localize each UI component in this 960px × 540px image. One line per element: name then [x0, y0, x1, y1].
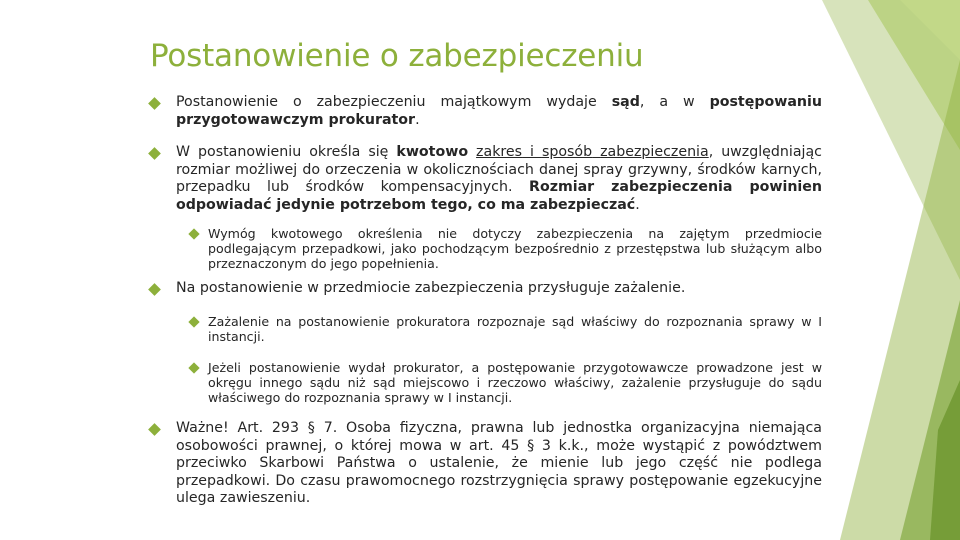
text-run: .: [415, 111, 420, 128]
diamond-bullet-icon: [188, 316, 199, 327]
underlined-run: sposób: [541, 144, 593, 160]
sub-bullet-2-1: [150, 226, 822, 272]
diamond-bullet-icon: [148, 423, 161, 436]
text-run: , a w: [639, 94, 710, 110]
slide-title: Postanowienie o zabezpieczeniu: [150, 38, 644, 74]
bullet-text: Na postanowienie w przedmiocie zabezpieczenia przysługuje zażalenie.: [176, 279, 686, 296]
bullet-3: [150, 280, 822, 298]
bullet-text: Ważne! Art. 293 § 7. Osoba fizyczna, prawna lub jednostka organizacyjna niemająca osobowości prawnej, o której mowa w art. 45 § 3 k.k., może wystąpić z powództwem przeciwko Skarbowi Państwa o ustalenie, że mienie lub jego część nie podlega przepadkowi. Do czasu prawomocnego rozstrzygnięcia sprawy postępowanie egzekucyjne ulega zawieszeniu.: [176, 420, 822, 507]
diamond-bullet-icon: [148, 97, 161, 110]
text-run: W postanowieniu określa się: [176, 144, 397, 160]
diamond-bullet-icon: [188, 362, 199, 373]
bullet-1: [150, 94, 822, 129]
diamond-bullet-icon: [148, 147, 161, 160]
diamond-bullet-icon: [188, 228, 199, 239]
text-run: .: [635, 196, 640, 213]
text-run: [468, 144, 476, 160]
underlined-run: i: [522, 144, 542, 160]
underlined-run: zabezpieczenia: [600, 144, 709, 160]
text-run: Postanowienie o zabezpieczeniu majątkowym wydaje: [176, 94, 612, 110]
sub-bullet-3-2: [150, 360, 822, 406]
bold-run: sąd: [611, 94, 640, 110]
sub-bullet-text: Wymóg kwotowego określenia nie dotyczy zabezpieczenia na zajętym przedmiocie podlegającym przepadkowi, jako pochodzącym bezpośrednio z przestępstwa lub służącym albo przeznaczonym do jego popełnienia.: [208, 226, 822, 272]
bold-run: kwotowo: [396, 144, 469, 160]
bullet-2: [150, 144, 822, 214]
sub-bullet-text: Jeżeli postanowienie wydał prokurator, a postępowanie przygotowawcze prowadzone jest w okręgu innego sądu niż sąd miejscowo i rzeczowo właściwy, zażalenie przysługuje do sądu właściwego do rozpoznania sprawy w I instancji.: [208, 359, 822, 405]
sub-bullet-text: Zażalenie na postanowienie prokuratora rozpoznaje sąd właściwy do rozpoznania sprawy w I instancji.: [208, 314, 822, 345]
sub-bullet-3-1: [150, 314, 822, 344]
bold-run: postępowaniu przygotowawczym prokurator: [176, 94, 822, 128]
bold-run: Rozmiar zabezpieczenia powinien odpowiadać jedynie potrzebom tego, co ma zabezpieczać: [176, 179, 823, 213]
bullet-4: [150, 420, 822, 508]
underlined-run: zakres: [476, 144, 523, 160]
slide-content: [150, 94, 822, 508]
underlined-run: [592, 144, 600, 160]
text-run: , uwzględniając rozmiar możliwej do orzeczenia w okolicznościach danej spray grzywny, środków karnych, przepadku lub środków kompensacyjnych.: [176, 144, 822, 195]
diamond-bullet-icon: [148, 283, 161, 296]
